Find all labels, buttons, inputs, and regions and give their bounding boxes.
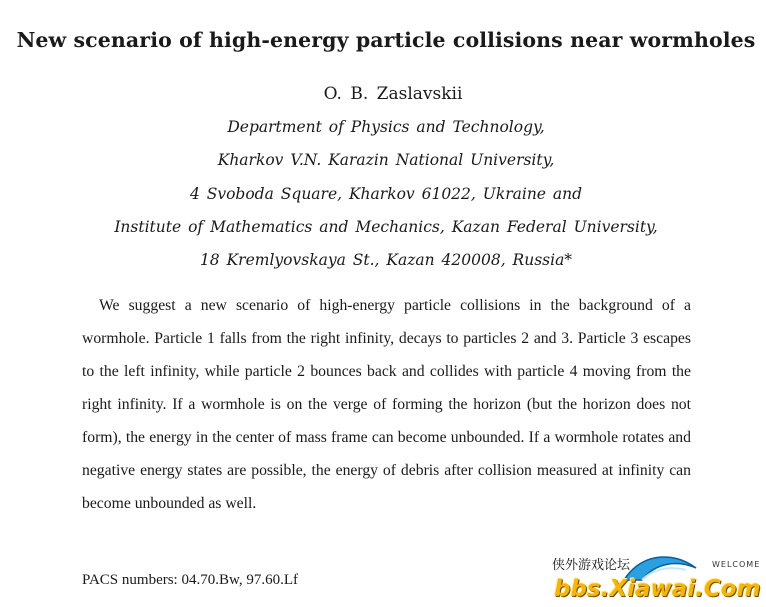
- watermark-welcome-text: WELCOME: [712, 560, 761, 569]
- affiliation-line: Institute of Mathematics and Mechanics, Kazan Federal University,: [114, 218, 658, 236]
- pacs-numbers: PACS numbers: 04.70.Bw, 97.60.Lf: [82, 572, 298, 588]
- abstract: We suggest a new scenario of high-energy particle collisions in the background of a wormhole. Particle 1 falls from the right infinity, decays to particles 2 and 3. Particle 3 escapes to the left infinity, while particle 2 bounces back and collides with particle 4 moving from the right infinity. If a wormhole is on the verge of forming the horizon (but the horizon does not form), the energy in the center of mass frame can become unbounded. If a wormhole rotates and negative energy states are possible, the energy of debris after collision measured at infinity can become unbounded as well.: [82, 297, 691, 512]
- watermark-url: bbs.Xiawai.Com: [554, 576, 761, 602]
- forum-watermark: [548, 548, 766, 607]
- affiliation-line: 18 Kremlyovskaya St., Kazan 420008, Russia*: [199, 251, 573, 269]
- paper-title: New scenario of high-energy particle collisions near wormholes: [16, 28, 756, 52]
- affiliation-line: 4 Svoboda Square, Kharkov 61022, Ukraine and: [189, 185, 583, 203]
- author-name: O. B. Zaslavskii: [323, 84, 463, 104]
- affiliation-line: Kharkov V.N. Karazin National University,: [217, 151, 555, 169]
- affiliation-line: Department of Physics and Technology,: [227, 118, 545, 136]
- watermark-chinese-text: 侠外游戏论坛: [552, 558, 631, 573]
